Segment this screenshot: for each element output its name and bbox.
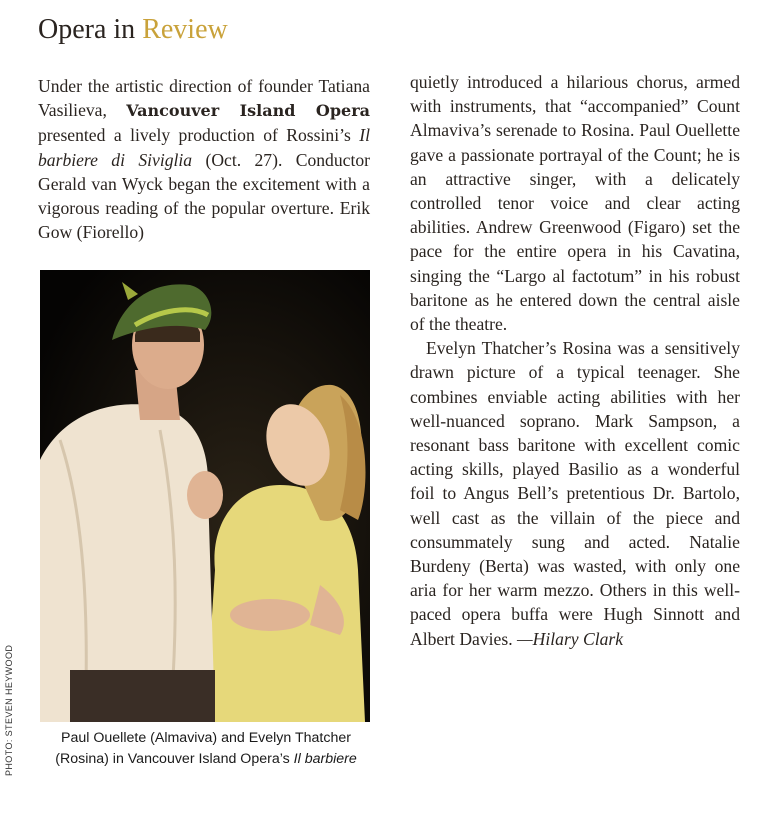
byline: —Hilary Clark (517, 628, 624, 649)
article-paragraph (38, 74, 370, 244)
article-paragraph (410, 336, 740, 651)
caption-text: Paul Ouellete (Almaviva) and Evelyn Thatcher (Rosina) in Vancouver Island Opera’s (55, 730, 351, 767)
opera-title: Il barbiere di Siviglia (38, 125, 370, 170)
intro-text: Under the artistic direction of founder Tatiana Vasilieva, (38, 76, 370, 121)
page-title (38, 14, 228, 46)
title-prefix: Opera in (38, 14, 136, 45)
intro-text-3: (Oct. 27). Conductor Gerald van Wyck began the excitement with a vigorous reading of the popular overture. Erik Gow (Fiorello) (38, 149, 370, 243)
photo-credit: PHOTO: STEVEN HEYWOOD (4, 644, 14, 776)
photo-caption (36, 728, 376, 770)
production-photo (40, 270, 370, 722)
photo-illustration (40, 270, 370, 722)
article-column-2 (410, 70, 740, 651)
intro-text-2: presented a lively production of Rossini’s (38, 125, 351, 146)
article-paragraph: quietly introduced a hilarious chorus, armed with instruments, that “accompanied” Count Almaviva’s serenade to Rosina. Paul Ouellette gave a passionate portrayal of the Count; he is an attractive singer, with a delicately controlled tenor voice and clear acting abilities. Andrew Greenwood (Figaro) set the pace for the entire opera in his Cavatina, singing the “Largo al factotum” in his robust baritone as he entered down the central aisle of the theatre. (410, 72, 740, 335)
title-accent: Review (142, 14, 228, 45)
caption-work-title: Il barbiere (293, 751, 357, 767)
review-text: Evelyn Thatcher’s Rosina was a sensitively drawn picture of a typical teenager. She combines enviable acting abilities with her well-nuanced soprano. Mark Sampson, a resonant bass baritone with excellent comic acting skills, played Basilio as a wonderful foil to Angus Bell’s pretentious Dr. Bartolo, well cast as the villain of the piece and consummately sung and acted. Natalie Burdeny (Berta) was wasted, with only one aria for her warm mezzo. Others in this well-paced opera buffa were Hugh Sinnott and Albert Davies. (410, 338, 740, 649)
company-name: Vancouver Island Opera (126, 101, 370, 121)
article-column-1 (38, 74, 370, 244)
